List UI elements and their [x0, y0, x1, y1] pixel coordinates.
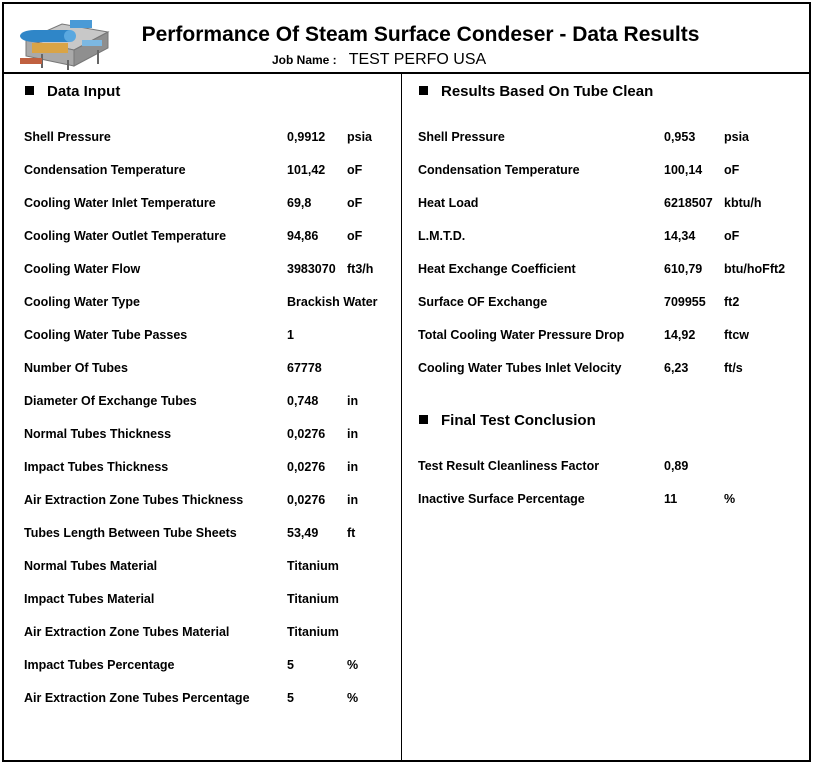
results-clean-heading-text: Results Based On Tube Clean [441, 83, 654, 100]
row-label: Impact Tubes Material [24, 592, 155, 606]
row-value: 11 [664, 492, 678, 506]
data-input-heading-text: Data Input [47, 83, 121, 100]
final-conclusion-heading [419, 412, 596, 429]
table-row [0, 196, 817, 216]
row-label: Air Extraction Zone Tubes Material [24, 625, 230, 639]
table-row [0, 625, 817, 645]
bullet-square-icon [419, 415, 428, 424]
report-header [2, 2, 811, 74]
row-value: 53,49 [287, 526, 319, 540]
row-unit: ft [347, 526, 356, 540]
row-label: Tubes Length Between Tube Sheets [24, 526, 237, 540]
row-label: Impact Tubes Thickness [24, 460, 169, 474]
row-unit: psia [724, 130, 750, 144]
row-label: Inactive Surface Percentage [418, 492, 585, 506]
job-name-value: TEST PERFO USA [348, 51, 487, 68]
data-input-heading [25, 83, 120, 100]
row-unit: oF [724, 229, 740, 243]
row-value: 1 [287, 328, 294, 342]
row-unit: oF [347, 163, 363, 177]
row-label: Condensation Temperature [24, 163, 186, 177]
report-title: Performance Of Steam Surface Condeser - Data Results [141, 23, 700, 46]
row-unit: in [347, 427, 359, 441]
row-unit: psia [347, 130, 373, 144]
row-unit: in [347, 493, 359, 507]
table-row [0, 459, 817, 479]
table-row [0, 328, 817, 348]
row-value: Titanium [287, 592, 339, 606]
job-name [272, 51, 486, 69]
row-unit: ftcw [724, 328, 749, 342]
bullet-square-icon [419, 86, 428, 95]
row-value: 610,79 [664, 262, 703, 276]
row-value: 6218507 [664, 196, 713, 210]
row-value: Titanium [287, 625, 339, 639]
row-label: Normal Tubes Material [24, 559, 158, 573]
row-value: 14,92 [664, 328, 696, 342]
row-value: 0,0276 [287, 460, 326, 474]
row-value: 5 [287, 691, 294, 705]
row-label: Cooling Water Tube Passes [24, 328, 188, 342]
row-label: Cooling Water Flow [24, 262, 141, 276]
final-conclusion-heading-text: Final Test Conclusion [441, 412, 596, 429]
table-row [0, 130, 817, 150]
row-label: Impact Tubes Percentage [24, 658, 175, 672]
row-label: Air Extraction Zone Tubes Thickness [24, 493, 244, 507]
row-value: Brackish Water [287, 295, 378, 309]
row-value: 94,86 [287, 229, 319, 243]
row-value: 0,0276 [287, 493, 326, 507]
table-row [0, 163, 817, 183]
row-label: Cooling Water Type [24, 295, 140, 309]
row-label: Cooling Water Tubes Inlet Velocity [418, 361, 622, 375]
row-value: 0,748 [287, 394, 319, 408]
row-unit: % [347, 691, 359, 705]
row-label: Surface OF Exchange [418, 295, 548, 309]
row-unit: % [347, 658, 359, 672]
table-row [0, 526, 817, 546]
row-label: L.M.T.D. [418, 229, 466, 243]
table-row [0, 492, 817, 512]
table-row [0, 691, 817, 711]
table-row [0, 295, 817, 315]
table-row [0, 592, 817, 612]
row-label: Normal Tubes Thickness [24, 427, 172, 441]
row-label: Total Cooling Water Pressure Drop [418, 328, 625, 342]
table-row [0, 361, 817, 381]
row-unit: ft/s [724, 361, 743, 375]
job-name-label: Job Name : [272, 53, 337, 67]
row-unit: in [347, 394, 359, 408]
row-label: Diameter Of Exchange Tubes [24, 394, 197, 408]
table-row [0, 559, 817, 579]
row-value: 709955 [664, 295, 706, 309]
table-row [0, 229, 817, 249]
row-label: Heat Exchange Coefficient [418, 262, 576, 276]
row-unit: % [724, 492, 736, 506]
table-row [0, 262, 817, 282]
row-label: Shell Pressure [24, 130, 111, 144]
row-label: Cooling Water Outlet Temperature [24, 229, 227, 243]
row-value: 6,23 [664, 361, 689, 375]
row-unit: btu/hoFft2 [724, 262, 786, 276]
row-unit: oF [347, 229, 363, 243]
row-label: Air Extraction Zone Tubes Percentage [24, 691, 250, 705]
row-value: 0,89 [664, 459, 689, 473]
row-value: 5 [287, 658, 294, 672]
row-label: Condensation Temperature [418, 163, 580, 177]
row-unit: oF [724, 163, 740, 177]
row-label: Test Result Cleanliness Factor [418, 459, 600, 473]
row-label: Shell Pressure [418, 130, 505, 144]
row-value: 0,953 [664, 130, 696, 144]
row-value: 101,42 [287, 163, 326, 177]
table-row [0, 427, 817, 447]
row-value: Titanium [287, 559, 339, 573]
row-value: 3983070 [287, 262, 336, 276]
row-value: 100,14 [664, 163, 703, 177]
results-clean-heading [419, 83, 653, 100]
row-value: 0,9912 [287, 130, 326, 144]
row-unit: ft2 [724, 295, 740, 309]
row-label: Cooling Water Inlet Temperature [24, 196, 216, 210]
table-row [0, 394, 817, 414]
report-frame [2, 2, 811, 762]
table-row [0, 658, 817, 678]
row-value: 0,0276 [287, 427, 326, 441]
row-value: 69,8 [287, 196, 312, 210]
row-unit: ft3/h [347, 262, 374, 276]
row-unit: in [347, 460, 359, 474]
bullet-square-icon [25, 86, 34, 95]
row-label: Number Of Tubes [24, 361, 128, 375]
row-unit: oF [347, 196, 363, 210]
row-value: 67778 [287, 361, 322, 375]
row-value: 14,34 [664, 229, 696, 243]
row-label: Heat Load [418, 196, 479, 210]
row-unit: kbtu/h [724, 196, 762, 210]
